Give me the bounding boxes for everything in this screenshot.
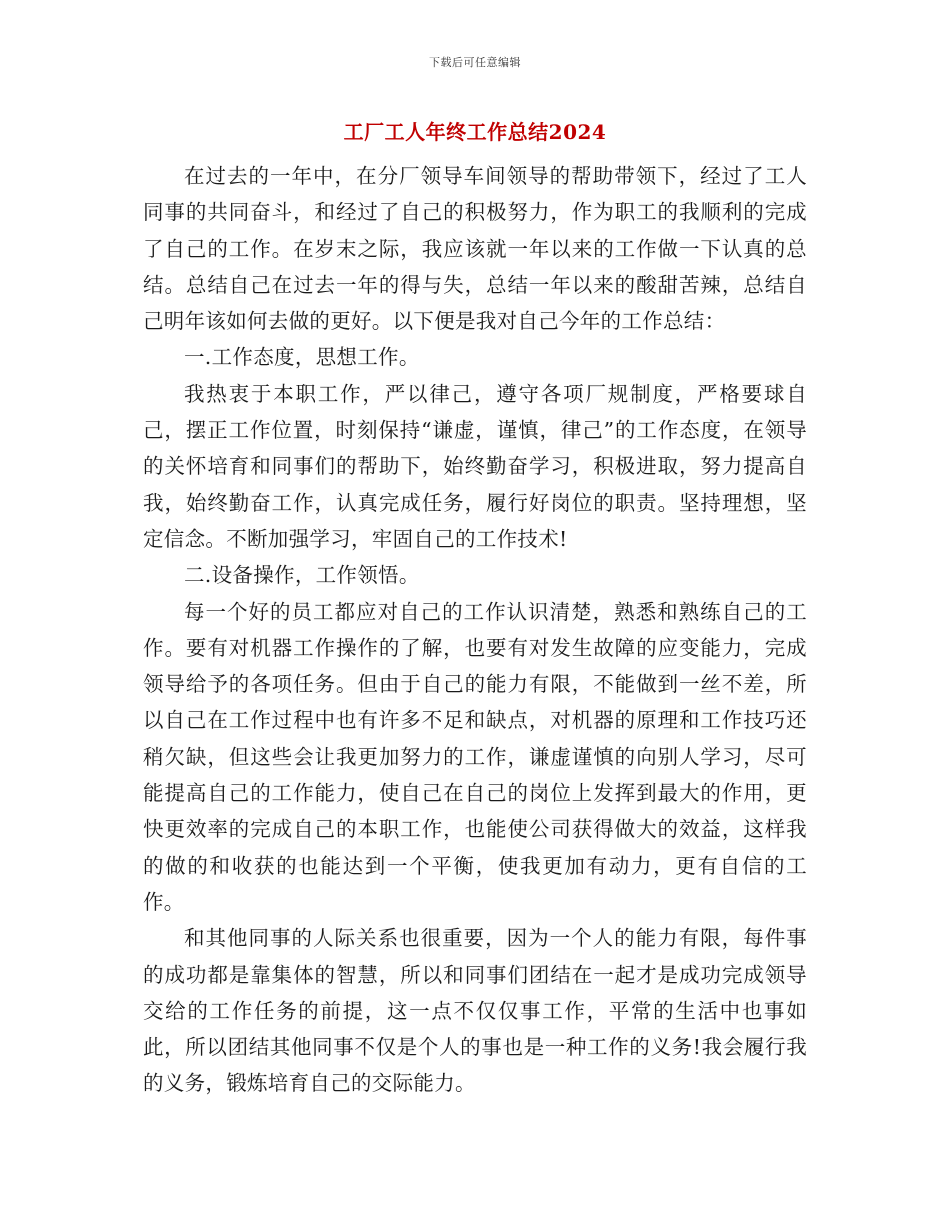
section-heading-2: 二.设备操作，工作领悟。 [184,563,420,588]
paragraph-operation: 每一个好的员工都应对自己的工作认识清楚，熟悉和熟练自己的工作。要有对机器工作操作的了解，也要有对发生故障的应变能力，完成领导给予的各项任务。但由于自己的能力有限，不能做到一丝不差，所以自己在工作过程中也有许多不足和缺点，对机器的原理和工作技巧还稍欠缺，但这些会让我更加努力的工作，谦虚谨慎的向别人学习，尽可能提高自己的工作能力，使自己在自己的岗位上发挥到最大的作用，更快更效率的完成自己的本职工作，也能使公司获得做大的效益，这样我的做的和收获的也能达到一个平衡，使我更加有动力，更有自信的工作。 [143,599,807,914]
document-body [143,158,807,1102]
document-title: 工厂工人年终工作总结2024 [343,120,607,144]
paragraph-intro: 在过去的一年中，在分厂领导车间领导的帮助带领下，经过了工人同事的共同奋斗，和经过了自己的积极努力，作为职工的我顺利的完成了自己的工作。在岁末之际，我应该就一年以来的工作做一下认真的总结。总结自己在过去一年的得与失，总结一年以来的酸甜苦辣，总结自己明年该如何去做的更好。以下便是我对自己今年的工作总结： [143,164,807,334]
paragraph-attitude: 我热衷于本职工作，严以律己，遵守各项厂规制度，严格要球自己，摆正工作位置，时刻保持“谦虚，谨慎，律己”的工作态度，在领导的关怀培育和同事们的帮助下，始终勤奋学习，积极进取，努力提高自我，始终勤奋工作，认真完成任务，履行好岗位的职责。坚持理想，坚定信念。不断加强学习，牢固自己的工作技术! [143,381,807,551]
paragraph-relations: 和其他同事的人际关系也很重要，因为一个人的能力有限，每件事的成功都是靠集体的智慧，所以和同事们团结在一起才是成功完成领导交给的工作任务的前提，这一点不仅仅事工作，平常的生活中也事如此，所以团结其他同事不仅是个人的事也是一种工作的义务!我会履行我的义务，锻炼培育自己的交际能力。 [143,926,807,1096]
section-heading-1: 一.工作态度，思想工作。 [184,345,420,370]
page-header: 下载后可任意编辑 [429,56,521,69]
